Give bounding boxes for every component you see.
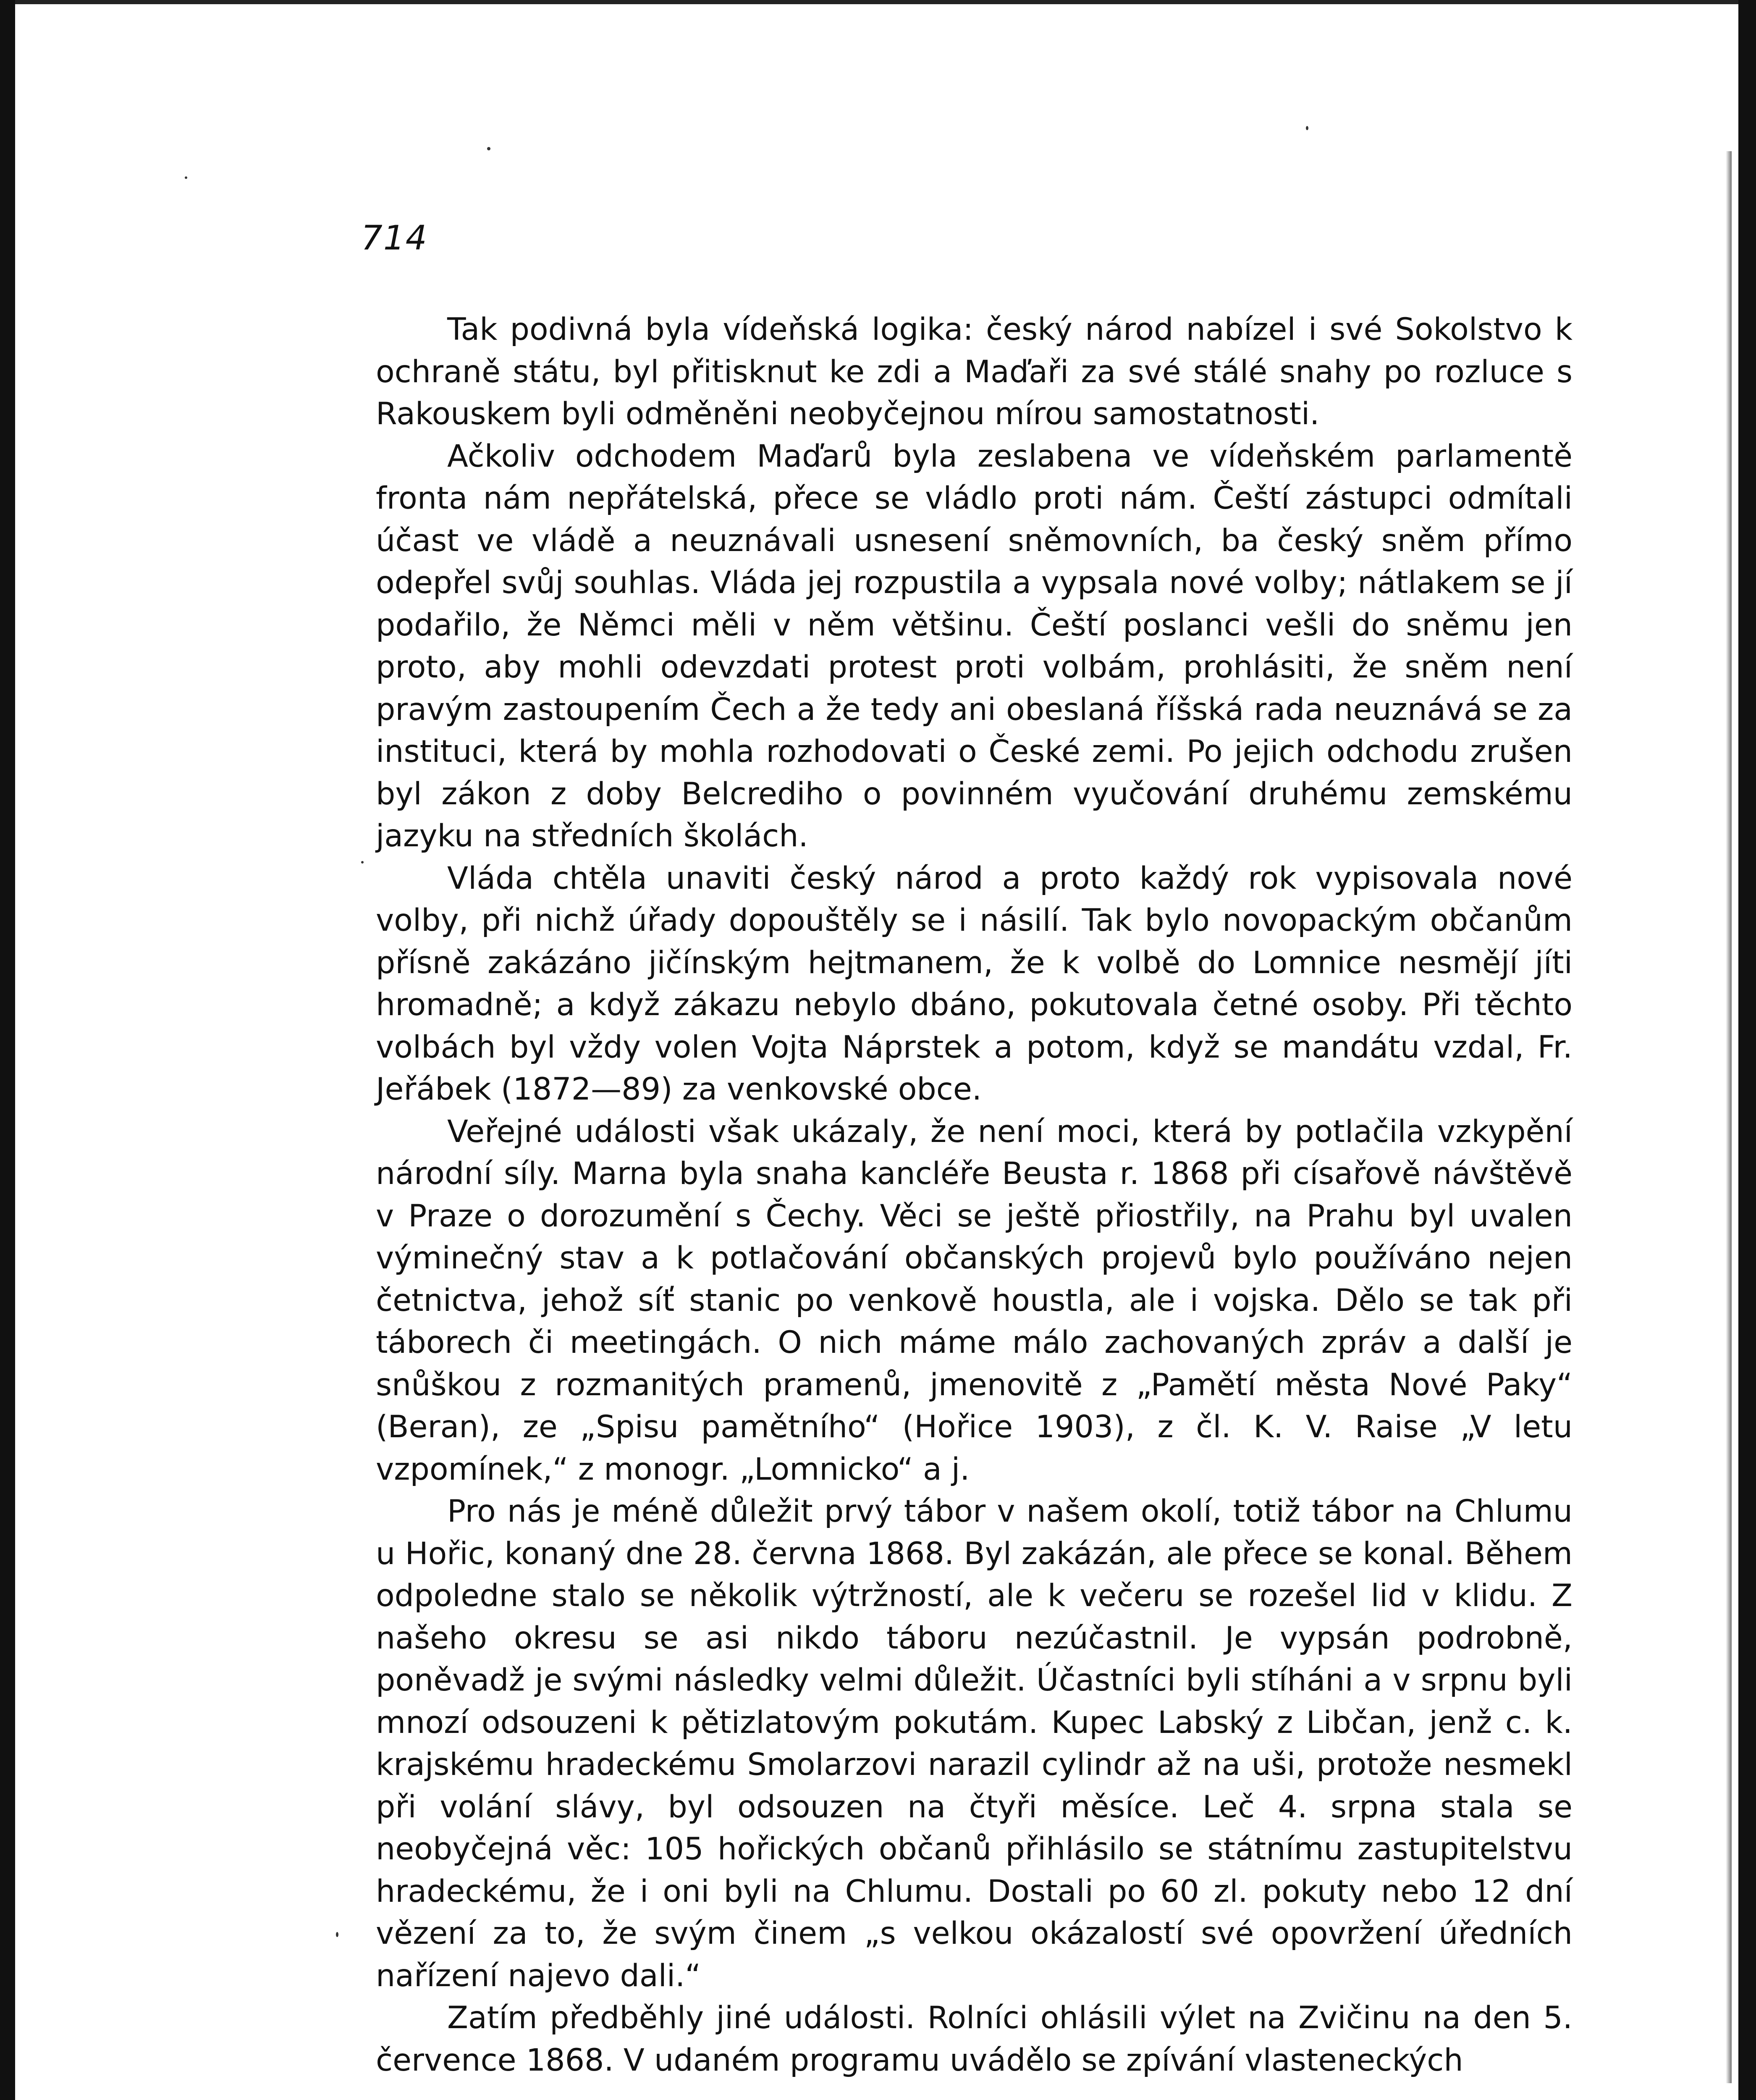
paragraph: Tak podivná byla vídeňská logika: český národ nabízel i své Sokolstvo k ochraně státu, byl přitisknut ke zdi a Maďaři za své stálé snahy po rozluce s Rakouskem byli odměněni neobyčejnou mírou samostatnosti. <box>376 312 1573 432</box>
paragraph: Zatím předběhly jiné události. Rolníci ohlásili výlet na Zvičinu na den 5. července 1868. V udaném programu uvádělo se zpívání vlasteneckých <box>376 2000 1573 2078</box>
paragraph: Ačkoliv odchodem Maďarů byla zeslabena ve vídeňském parlamentě fronta nám nepřátelská, přece se vládlo proti nám. Čeští zástupci odmítali účast ve vládě a neuznávali usnesení sněmovních, ba český sněm přímo odepřel svůj souhlas. Vláda jej rozpustila a vypsala nové volby; nátlakem se jí podařilo, že Němci měli v něm většinu. Čeští poslanci vešli do sněmu jen proto, aby mohli odevzdati protest proti volbám, prohlásiti, že sněm není pravým zastoupením Čech a že tedy ani obeslaná říšská rada neuznává se za instituci, která by mohla rozhodovati o České zemi. Po jejich odchodu zrušen byl zákon z doby Belcrediho o povinném vyučování druhému zemskému jazyku na středních školách. <box>376 438 1573 854</box>
paragraph: Vláda chtěla unaviti český národ a proto každý rok vypisovala nové volby, při nichž úřady dopouštěly se i násilí. Tak bylo novopackým občanům přísně zakázáno jičínským hejtmanem, že k volbě do Lomnice nesmějí jíti hromadně; a když zákazu nebylo dbáno, pokutovala četné osoby. Při těchto volbách byl vždy volen Vojta Náprstek a potom, když se mandátu vzdal, Fr. Jeřábek (1872—89) za venkovské obce. <box>376 860 1573 1107</box>
scan-speck <box>1306 126 1308 130</box>
scan-speck <box>487 147 490 150</box>
scan-speck <box>185 176 187 179</box>
scan-speck <box>336 1932 338 1937</box>
scan-speck <box>361 861 364 864</box>
page-number: 714 <box>361 218 428 257</box>
paragraph: Pro nás je méně důležit prvý tábor v našem okolí, totiž tábor na Chlumu u Hořic, konaný dne 28. června 1868. Byl zakázán, ale přece se konal. Během odpoledne stalo se několik výtržností, ale k večeru se rozešel lid v klidu. Z našeho okresu se asi nikdo táboru nezúčastnil. Je vypsán podrobně, poněvadž je svými následky velmi důležit. Účastníci byli stíháni a v srpnu byli mnozí odsouzeni k pětizlatovým pokutám. Kupec Labský z Libčan, jenž c. k. krajskému hradeckému Smolarzovi narazil cylindr až na uši, protože nesmekl při volání slávy, byl odsouzen na čtyři měsíce. Leč 4. srpna stala se neobyčejná věc: 105 hořických občanů přihlásilo se státnímu zastupitelstvu hradeckému, že i oni byli na Chlumu. Dostali po 60 zl. pokuty nebo 12 dní vězení za to, že svým činem „s velkou okázalostí své opovržení úředních nařízení najevo dali.“ <box>376 1494 1573 1994</box>
body-text <box>376 309 1573 2082</box>
paragraph: Veřejné události však ukázaly, že není moci, která by potlačila vzkypění národní síly. Marna byla snaha kancléře Beusta r. 1868 při císařově návštěvě v Praze o dorozumění s Čechy. Věci se ještě přiostřily, na Prahu byl uvalen výminečný stav a k potlačování občanských projevů bylo používáno nejen četnictva, jehož síť stanic po venkově houstla, ale i vojska. Dělo se tak při táborech či meetingách. O nich máme málo zachovaných zpráv a další je snůškou z rozmanitých pramenů, jmenovitě z „Pamětí města Nové Paky“ (Beran), ze „Spisu pamětního“ (Hořice 1903), z čl. K. V. Raise „V letu vzpomínek,“ z monogr. „Lomnicko“ a j. <box>376 1113 1573 1487</box>
